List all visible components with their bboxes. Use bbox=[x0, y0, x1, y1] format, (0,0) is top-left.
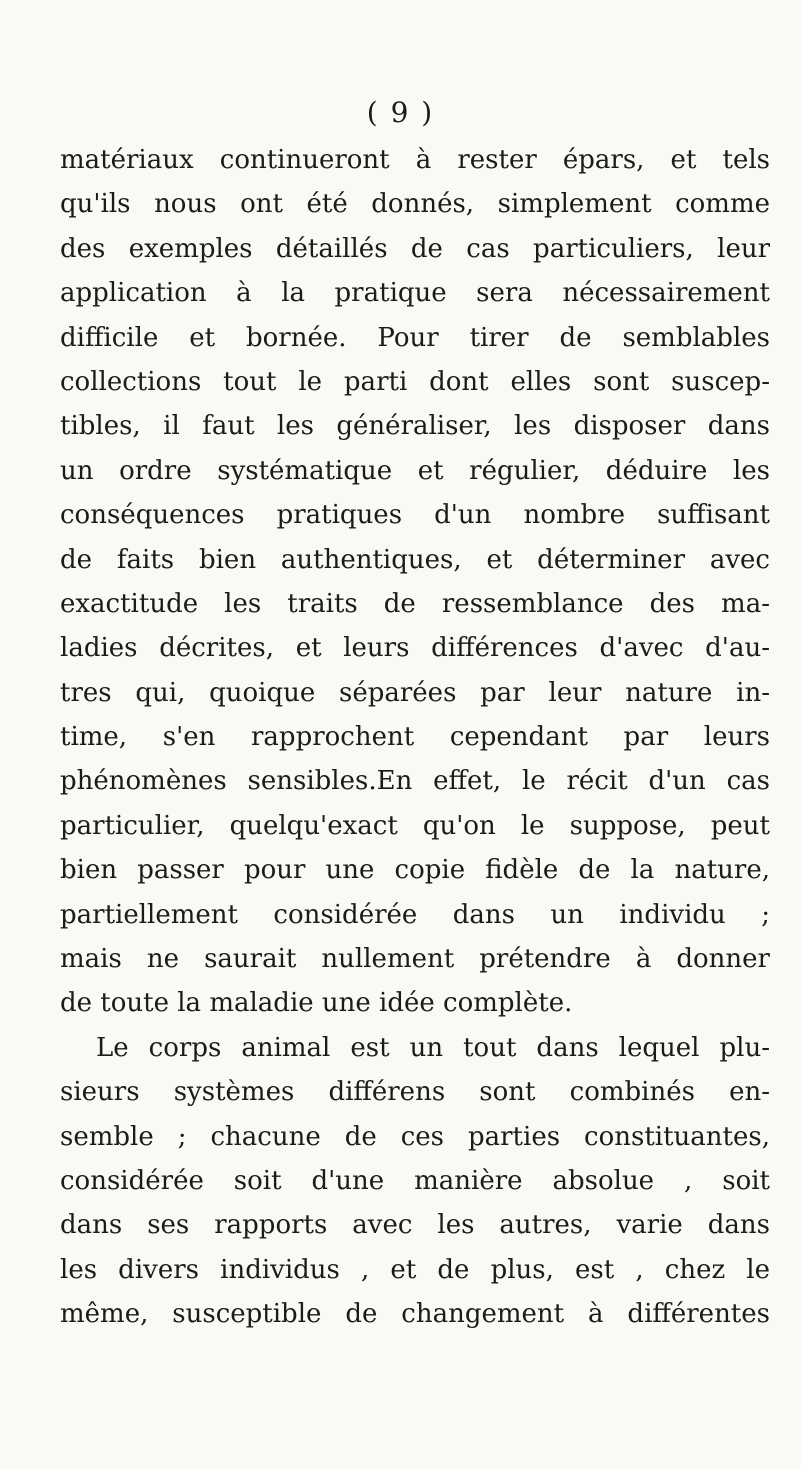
text-line: tibles, il faut les généraliser, les disposer dans bbox=[60, 411, 770, 442]
text-line: bien passer pour une copie fidèle de la nature, bbox=[60, 855, 770, 886]
text-line: des exemples détaillés de cas particuliers, leur bbox=[60, 233, 770, 264]
text-line: matériaux continueront à rester épars, et tels bbox=[60, 145, 770, 175]
text-line: qu'ils nous ont été donnés, simplement comme bbox=[60, 189, 770, 220]
text-line: de faits bien authentiques, et déterminer avec bbox=[60, 544, 770, 575]
text-line: semble ; chacune de ces parties constituantes, bbox=[60, 1121, 770, 1152]
text-line: phénomènes sensibles.En effet, le récit d'un cas bbox=[60, 766, 770, 797]
text-line: partiellement considérée dans un individu ; bbox=[60, 899, 770, 930]
text-line: particulier, quelqu'exact qu'on le suppose, peut bbox=[60, 810, 770, 841]
text-line: application à la pratique sera nécessairement bbox=[60, 278, 770, 309]
text-line: les divers individus , et de plus, est , chez le bbox=[60, 1254, 770, 1285]
text-line: un ordre systématique et régulier, déduire les bbox=[60, 455, 770, 486]
text-line: difficile et bornée. Pour tirer de semblables bbox=[60, 322, 770, 353]
text-line: time, s'en rapprochent cependant par leurs bbox=[60, 722, 770, 753]
text-line: exactitude les traits de ressemblance des ma- bbox=[60, 588, 770, 619]
body-text bbox=[60, 138, 770, 1337]
text-line: ladies décrites, et leurs différences d'avec d'au- bbox=[60, 633, 770, 664]
text-line: sieurs systèmes différens sont combinés en- bbox=[60, 1077, 770, 1108]
text-line: considérée soit d'une manière absolue , soit bbox=[60, 1165, 770, 1196]
text-line: même, susceptible de changement à différentes bbox=[60, 1299, 770, 1330]
page-number: ( 9 ) bbox=[366, 96, 435, 129]
text-line: collections tout le parti dont elles sont suscep- bbox=[60, 366, 770, 397]
text-line: dans ses rapports avec les autres, varie dans bbox=[60, 1210, 770, 1241]
text-line: conséquences pratiques d'un nombre suffisant bbox=[60, 500, 770, 531]
text-line: tres qui, quoique séparées par leur nature in- bbox=[60, 677, 770, 708]
paragraph-start-line: Le corps animal est un tout dans lequel plu- bbox=[96, 1032, 770, 1063]
text-line: mais ne saurait nullement prétendre à donner bbox=[60, 944, 770, 975]
text-line: de toute la maladie une idée complète. bbox=[60, 988, 573, 1019]
